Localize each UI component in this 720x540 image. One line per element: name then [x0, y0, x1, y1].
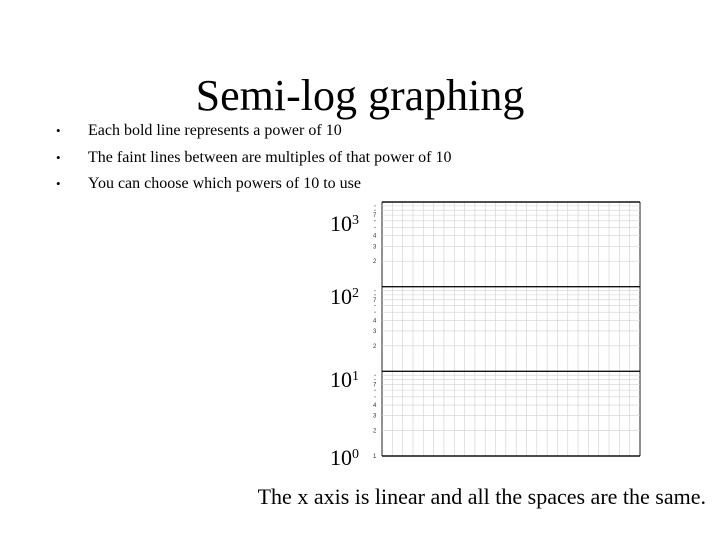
bullet-list — [56, 118, 451, 198]
power-label-10: $10^1$ — [330, 367, 359, 392]
tick-label: 4 — [373, 233, 377, 240]
tick-label: 2 — [373, 343, 377, 350]
slide-title: Semi-log graphing — [195, 71, 525, 120]
tick-label: 3 — [373, 328, 377, 335]
bullet-dot: • — [56, 149, 61, 165]
power-label-1: $10^0$ — [330, 445, 359, 470]
tick-label: 7 — [373, 297, 377, 304]
tick-mark — [374, 227, 375, 228]
tick-label: 7 — [373, 382, 377, 389]
bullet-text: The faint lines between are multiples of that power of 10 — [88, 148, 452, 166]
tick-label: 7 — [373, 213, 377, 220]
bullet-dot: • — [56, 123, 61, 138]
tick-label: 2 — [373, 259, 377, 266]
tick-label: 3 — [373, 244, 377, 251]
tick-mark — [374, 220, 375, 221]
tick-mark — [374, 396, 375, 397]
tick-mark — [374, 312, 375, 313]
footer-note: The x axis is linear and all the spaces are the same. — [257, 484, 706, 509]
power-label-100: $10^2$ — [330, 284, 359, 309]
tick-label: 3 — [373, 413, 377, 420]
tick-mark — [374, 305, 375, 306]
semi-log-grid — [372, 198, 642, 462]
bullet-text: You can choose which powers of 10 to use — [88, 175, 361, 192]
tick-mark — [374, 294, 375, 295]
tick-mark — [374, 379, 375, 380]
bullet-dot: • — [56, 176, 61, 191]
bullet-item — [56, 145, 451, 172]
tick-mark — [374, 210, 375, 211]
tick-mark — [374, 375, 375, 376]
bullet-item — [56, 118, 451, 145]
tick-label: 4 — [373, 318, 377, 325]
power-label-1000: $10^3$ — [330, 211, 359, 236]
tick-label: 4 — [373, 403, 377, 410]
bullet-text: Each bold line represents a power of 10 — [88, 122, 342, 139]
tick-mark — [374, 390, 375, 391]
tick-mark — [374, 205, 375, 206]
tick-mark — [374, 290, 375, 291]
tick-label: 2 — [373, 428, 377, 435]
tick-label: 1 — [373, 454, 377, 460]
bullet-item — [56, 171, 451, 198]
